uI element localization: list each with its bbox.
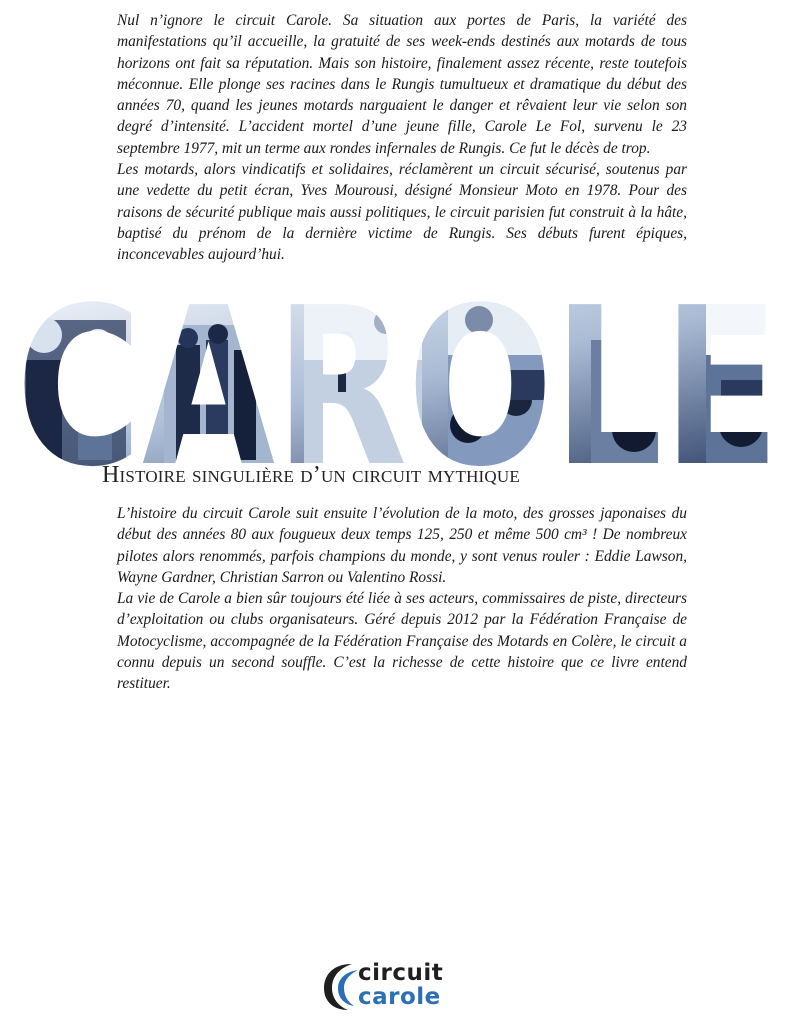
body-paragraph-1: L’histoire du circuit Carole suit ensuite l’évolution de la moto, des grosses japonaises du début des années 80 aux fougueux deux temps 125, 250 et même 500 cm³ ! De nombreux pilotes alors renommés, parfois champions du monde, y sont venus rouler : Eddie Lawson, Wayne Gardner, Christian Sarron ou Valentino Rossi. (117, 505, 687, 586)
logo-text-circuit: circuit (358, 960, 444, 986)
carole-title-text: CAROLE (16, 300, 780, 468)
circuit-carole-logo (318, 958, 488, 1014)
carole-photo-title (16, 300, 780, 468)
logo-text-carole: carole (358, 984, 441, 1010)
body-text (117, 503, 687, 695)
intro-paragraph-2: Les motards, alors vindicatifs et solidaires, réclamèrent un circuit sécurisé, soutenus par une vedette du petit écran, Yves Mourousi, désigné Monsieur Moto en 1978. Pour des raisons de sécurité publique mais aussi politiques, le circuit parisien fut construit à la hâte, baptisé du prénom de la dernière victime de Rungis. Ses débuts furent épiques, inconcevables aujourd’hui. (117, 161, 687, 264)
intro-text (117, 10, 687, 266)
subtitle: Histoire singulière d’un circuit mythique (102, 462, 520, 488)
intro-paragraph-1: Nul n’ignore le circuit Carole. Sa situation aux portes de Paris, la variété des manifestations qu’il accueille, la gratuité de ses week-ends destinés aux motards de tous horizons ont fait sa réputation. Mais son histoire, finalement assez récente, reste toutefois méconnue. Elle plonge ses racines dans le Rungis tumultueux et dramatique du début des années 70, quand les jeunes motards narguaient le danger et rêvaient leur vie selon son degré d’intensité. L’accident mortel d’une jeune fille, Carole Le Fol, survenu le 23 septembre 1977, mit un terme aux rondes infernales de Rungis. Ce fut le décès de trop. (117, 12, 687, 157)
body-paragraph-2: La vie de Carole a bien sûr toujours été liée à ses acteurs, commissaires de piste, directeurs d’exploitation ou clubs organisateurs. Géré depuis 2012 par la Fédération Française de Motocyclisme, accompagnée de la Fédération Française des Motards en Colère, le circuit a connu depuis un second souffle. C’est la richesse de cette histoire que ce livre entend restituer. (117, 590, 687, 693)
